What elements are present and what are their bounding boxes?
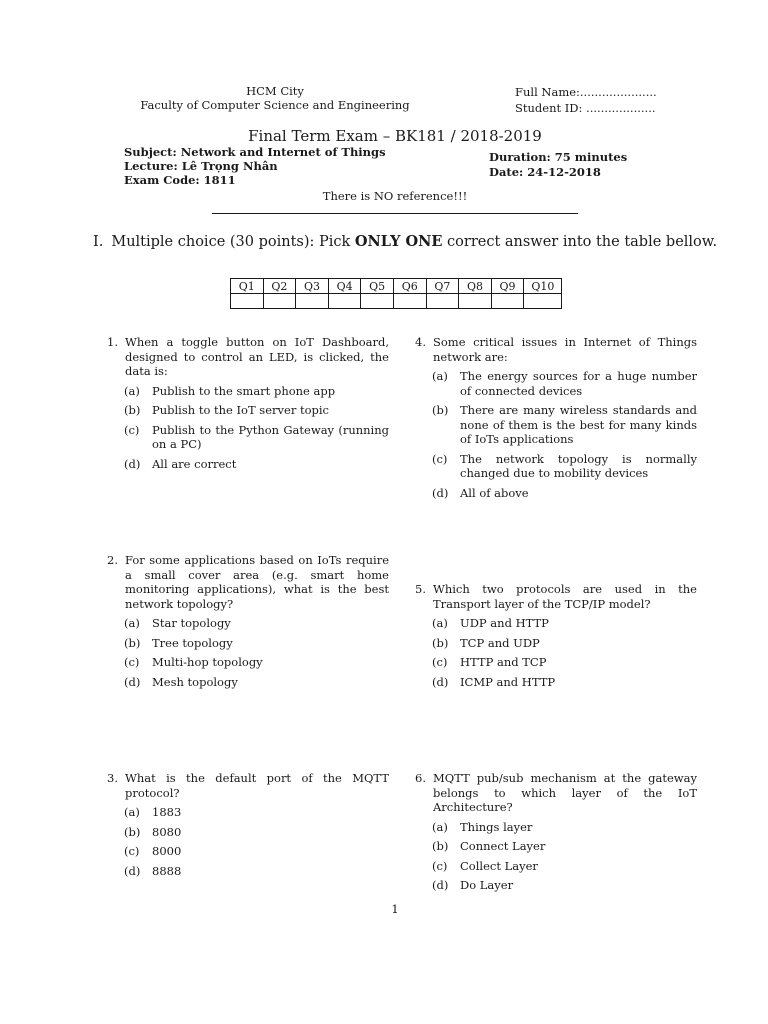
answer-table-header: Q7 xyxy=(426,279,459,294)
question-stem xyxy=(107,771,389,800)
option-text: HTTP and TCP xyxy=(460,655,547,669)
question-stem xyxy=(107,335,389,379)
option-text: 8000 xyxy=(152,844,182,858)
exam-info-right xyxy=(489,150,627,180)
option-label: (c) xyxy=(432,655,448,669)
option-text: ICMP and HTTP xyxy=(460,674,556,689)
question-text: When a toggle button on IoT Dashboard, designed to control an LED, is clicked, the data is: xyxy=(125,335,389,378)
option-text: UDP and HTTP xyxy=(460,616,549,630)
answer-table-header: Q10 xyxy=(524,279,562,294)
option-text: Star topology xyxy=(152,616,231,630)
answer-cell[interactable] xyxy=(393,294,426,309)
option-text: Collect Layer xyxy=(460,858,538,873)
answer-table-header: Q1 xyxy=(231,279,264,294)
option-a xyxy=(415,369,697,398)
question-stem xyxy=(107,553,389,611)
faculty-label: Faculty of Computer Science and Engineering xyxy=(140,98,410,112)
answer-cell[interactable] xyxy=(426,294,459,309)
option-b xyxy=(415,636,697,651)
option-text: All of above xyxy=(460,485,529,500)
question-3 xyxy=(107,771,389,878)
no-reference-note: There is NO reference!!! xyxy=(322,189,468,203)
option-text: 1883 xyxy=(152,805,182,819)
answer-cell[interactable] xyxy=(524,294,562,309)
question-number: 3. xyxy=(107,771,118,785)
question-1 xyxy=(107,335,389,471)
option-b xyxy=(415,403,697,447)
option-label: (a) xyxy=(432,369,448,383)
option-text: Mesh topology xyxy=(152,674,238,689)
option-d xyxy=(415,878,697,893)
section-heading xyxy=(93,233,717,250)
option-label: (c) xyxy=(432,451,448,466)
page-number: 1 xyxy=(391,902,399,916)
question-2 xyxy=(107,553,389,689)
option-label: (a) xyxy=(432,819,448,834)
answer-table-answer-row xyxy=(231,294,562,309)
option-d xyxy=(107,457,389,472)
option-a xyxy=(107,384,389,399)
option-text: All are correct xyxy=(152,456,237,471)
option-label: (d) xyxy=(432,674,449,689)
student-info-block xyxy=(515,84,657,116)
answer-cell[interactable] xyxy=(328,294,361,309)
option-b xyxy=(415,839,697,854)
answer-cell[interactable] xyxy=(459,294,492,309)
answer-table-header: Q3 xyxy=(296,279,329,294)
full-name-field: Full Name:..................... xyxy=(515,85,657,99)
option-label: (b) xyxy=(124,824,141,839)
option-label: (d) xyxy=(124,863,141,878)
option-c xyxy=(415,859,697,874)
option-label: (b) xyxy=(432,403,449,417)
section-number: I. xyxy=(93,234,104,250)
option-label: (c) xyxy=(124,655,140,669)
question-number: 2. xyxy=(107,553,118,567)
answer-table-header: Q5 xyxy=(361,279,394,294)
answer-cell[interactable] xyxy=(263,294,296,309)
option-label: (c) xyxy=(124,844,140,858)
option-text: Publish to the smart phone app xyxy=(152,383,336,398)
option-c xyxy=(107,423,389,452)
option-text: Multi-hop topology xyxy=(152,655,263,669)
option-c xyxy=(107,655,389,670)
question-stem xyxy=(415,771,697,815)
option-b xyxy=(107,403,389,418)
question-text: MQTT pub/sub mechanism at the gateway belongs to which layer of the IoT Architecture? xyxy=(433,771,697,814)
section-emphasis: ONLY ONE xyxy=(354,233,443,250)
option-b xyxy=(107,636,389,651)
lecture-label: Lecture: Lê Trọng Nhân xyxy=(124,159,278,173)
option-d xyxy=(107,864,389,879)
option-text: 8080 xyxy=(152,824,182,839)
option-text: TCP and UDP xyxy=(460,635,540,650)
question-stem xyxy=(415,335,697,364)
student-id-field: Student ID: ................... xyxy=(515,101,656,115)
duration-label: Duration: 75 minutes xyxy=(489,150,628,164)
option-c xyxy=(107,844,389,859)
question-number: 4. xyxy=(415,335,426,349)
option-text: Connect Layer xyxy=(460,839,546,853)
question-number: 1. xyxy=(107,335,118,349)
answer-cell[interactable] xyxy=(361,294,394,309)
question-4 xyxy=(415,335,697,500)
option-label: (a) xyxy=(124,805,140,819)
option-label: (a) xyxy=(124,616,140,630)
option-label: (b) xyxy=(124,403,141,417)
option-text: Do Layer xyxy=(460,878,514,892)
option-a xyxy=(415,820,697,835)
question-text: What is the default port of the MQTT protocol? xyxy=(125,771,389,800)
question-number: 5. xyxy=(415,582,426,596)
answer-table-header: Q2 xyxy=(263,279,296,294)
exam-title: Final Term Exam – BK181 / 2018-2019 xyxy=(248,127,542,145)
answer-cell[interactable] xyxy=(491,294,524,309)
answer-cell[interactable] xyxy=(231,294,264,309)
option-d xyxy=(107,675,389,690)
date-label: Date: 24-12-2018 xyxy=(489,165,601,179)
section-text-before: Multiple choice (30 points): Pick xyxy=(111,234,355,250)
option-label: (d) xyxy=(432,485,449,500)
option-label: (a) xyxy=(432,616,448,630)
option-a xyxy=(107,805,389,820)
answer-table xyxy=(230,278,562,309)
option-label: (b) xyxy=(432,839,449,853)
exam-info-left xyxy=(124,145,386,187)
institution-block xyxy=(120,84,430,112)
question-text: Which two protocols are used in the Transport layer of the TCP/IP model? xyxy=(433,582,697,611)
option-a xyxy=(107,616,389,631)
option-text: Publish to the IoT server topic xyxy=(152,403,329,417)
option-b xyxy=(107,825,389,840)
option-text: There are many wireless standards and none of them is the best for many kinds of IoTs applications xyxy=(460,403,697,446)
answer-cell[interactable] xyxy=(296,294,329,309)
answer-table-header: Q9 xyxy=(491,279,524,294)
question-text: For some applications based on IoTs require a small cover area (e.g. smart home monitoring applications), what is the best network topology? xyxy=(125,553,389,611)
question-number: 6. xyxy=(415,771,426,785)
section-text-after: correct answer into the table bellow. xyxy=(442,234,718,250)
option-d xyxy=(415,486,697,501)
option-label: (b) xyxy=(124,635,141,650)
option-text: The network topology is normally changed due to mobility devices xyxy=(460,451,697,480)
option-d xyxy=(415,675,697,690)
question-text: Some critical issues in Internet of Things network are: xyxy=(433,335,697,364)
option-text: Publish to the Python Gateway (running on a PC) xyxy=(152,422,389,451)
answer-table-header: Q4 xyxy=(328,279,361,294)
option-text: Tree topology xyxy=(152,635,233,650)
question-5 xyxy=(415,582,697,689)
option-label: (d) xyxy=(124,456,141,471)
option-label: (d) xyxy=(432,878,449,892)
option-text: The energy sources for a huge number of connected devices xyxy=(460,369,697,398)
option-text: 8888 xyxy=(152,863,182,878)
option-c xyxy=(415,655,697,670)
option-label: (a) xyxy=(124,383,140,398)
header-divider xyxy=(212,213,578,214)
question-6 xyxy=(415,771,697,893)
option-text: Things layer xyxy=(460,819,533,834)
answer-table-header: Q8 xyxy=(459,279,492,294)
answer-table-header: Q6 xyxy=(393,279,426,294)
option-label: (c) xyxy=(432,858,448,873)
option-label: (c) xyxy=(124,422,140,437)
option-a xyxy=(415,616,697,631)
question-stem xyxy=(415,582,697,611)
option-label: (d) xyxy=(124,674,141,689)
answer-table-header-row xyxy=(231,279,562,294)
subject-label: Subject: Network and Internet of Things xyxy=(124,145,386,159)
option-label: (b) xyxy=(432,635,449,650)
exam-code-label: Exam Code: 1811 xyxy=(124,173,236,187)
city-label: HCM City xyxy=(246,84,304,98)
option-c xyxy=(415,452,697,481)
